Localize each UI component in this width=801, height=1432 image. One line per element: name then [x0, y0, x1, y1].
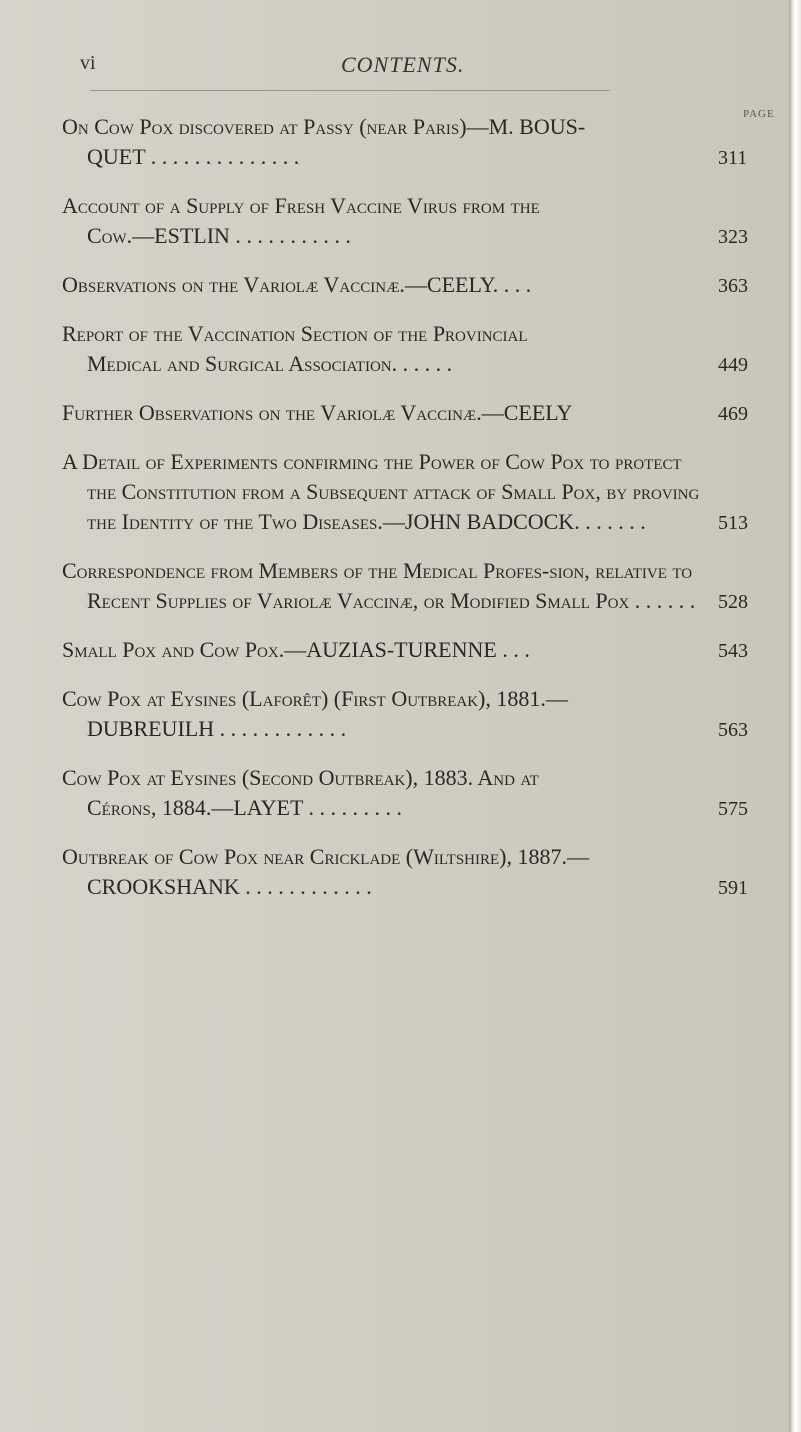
toc-entry [62, 398, 768, 428]
toc-entry [62, 684, 768, 744]
toc-entry [62, 319, 768, 379]
page-edge [789, 0, 801, 1432]
toc-entry-page: 591 [718, 877, 748, 899]
toc-entry [62, 112, 768, 172]
toc-entry [62, 556, 768, 616]
toc-entry [62, 447, 768, 537]
toc-entry [62, 270, 768, 300]
toc-entry-title-end: DUBREUILH . . . . . . . . . . . . [87, 716, 347, 741]
toc-entry-title-end: Two Diseases.—JOHN BADCOCK. . . . . . . [258, 509, 646, 534]
header-rule [90, 90, 610, 91]
toc-entry [62, 191, 768, 251]
toc-entry-title: Cow Pox at Eysines (Second Outbreak), 1883. And at [62, 765, 539, 790]
toc-entry-page: 563 [718, 719, 748, 741]
toc-entry-title-end: CROOKSHANK . . . . . . . . . . . . [87, 874, 372, 899]
toc-entry [62, 635, 768, 665]
toc-entry-title-end: Cow.—ESTLIN . . . . . . . . . . . [87, 223, 351, 248]
toc-entry-title: Cow Pox at Eysines (Laforêt) (First Outbreak), 1881.— [62, 686, 568, 711]
toc-entry-title-end: Cérons, 1884.—LAYET . . . . . . . . . [87, 795, 403, 820]
toc-entry-title: Observations on the Variolæ Vaccinæ.—CEELY. . . . [62, 272, 532, 297]
toc-entry-page: 528 [718, 591, 748, 613]
toc-entry [62, 763, 768, 823]
page-column-label: PAGE [743, 108, 775, 120]
toc-entry-title-end: Medical and Surgical Association. . . . . . [87, 351, 453, 376]
toc-entry-title: Correspondence from Members of the Medical Profes-sion, relative to Recent Supplies of Variolæ [62, 558, 693, 613]
toc-entry-title: Report of the Vaccination Section of the Provincial [62, 321, 528, 346]
toc-entry-title-end: Vaccinæ, or Modified Small Pox . . . . . . [336, 588, 696, 613]
toc-entry-page: 543 [718, 640, 748, 662]
toc-entry-title: A Detail of Experiments confirming the Power of Cow Pox to protect the Constitution from a Subsequent attack of Small Pox, by proving the Identity of the [62, 449, 700, 534]
toc-entry-page: 311 [718, 147, 748, 169]
toc-entry-page: 469 [718, 403, 748, 425]
toc-entry-page: 575 [718, 798, 748, 820]
toc-entry-page: 323 [718, 226, 748, 248]
toc-entry-title-end: QUET . . . . . . . . . . . . . . [87, 144, 300, 169]
running-head: CONTENTS. [341, 52, 465, 77]
table-of-contents [62, 112, 768, 921]
folio-number: vi [80, 52, 96, 74]
toc-entry [62, 842, 768, 902]
toc-entry-title: On Cow Pox discovered at Passy (near Paris)—M. BOUS- [62, 114, 586, 139]
toc-entry-page: 363 [718, 275, 748, 297]
toc-entry-title: Outbreak of Cow Pox near Cricklade (Wiltshire), 1887.— [62, 844, 589, 869]
toc-entry-page: 513 [718, 512, 748, 534]
toc-entry-title: Account of a Supply of Fresh Vaccine Virus from the [62, 193, 540, 218]
toc-entry-page: 449 [718, 354, 748, 376]
toc-entry-title: Small Pox and Cow Pox.—AUZIAS-TURENNE . . . [62, 637, 530, 662]
toc-entry-title: Further Observations on the Variolæ Vaccinæ.—CEELY [62, 400, 573, 425]
